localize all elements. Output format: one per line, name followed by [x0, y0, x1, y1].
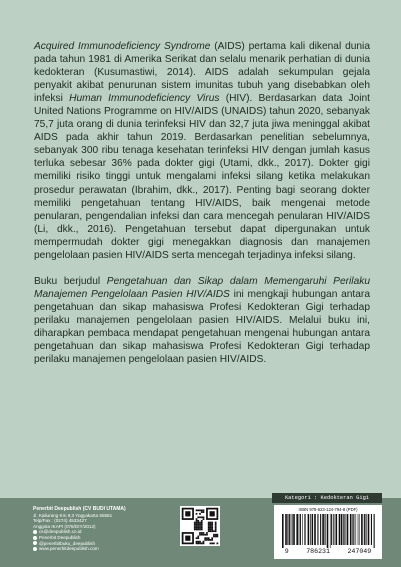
qr-module [210, 530, 212, 532]
barcode-bar [302, 514, 303, 545]
qr-module [208, 525, 210, 527]
barcode-bar [322, 514, 324, 545]
barcode-bar [314, 514, 316, 545]
publisher-membership: Anggota IKAPI (076/DIY/2012) [33, 523, 96, 529]
barcode-bar [371, 514, 372, 545]
barcode-bar [368, 514, 370, 545]
qr-module [208, 537, 210, 539]
qr-module [211, 530, 213, 532]
qr-module [215, 529, 217, 531]
qr-module [208, 523, 210, 525]
qr-module [208, 527, 210, 529]
barcode-bar [364, 514, 365, 545]
qr-module [196, 525, 198, 527]
barcode-bar [347, 514, 349, 545]
qr-module [217, 536, 219, 538]
barcode-bar [282, 514, 284, 548]
barcode-bar [287, 514, 288, 545]
contact-facebook[interactable]: Penerbit Deepublish [33, 535, 173, 541]
qr-module [213, 536, 215, 538]
barcode-bar [374, 514, 375, 548]
qr-module [197, 527, 199, 529]
qr-module [196, 523, 198, 525]
qr-module [194, 529, 196, 531]
contact-instagram[interactable]: @penerbitbuku_deepublish [33, 541, 173, 547]
barcode-bar [331, 514, 332, 545]
qr-module [199, 534, 201, 536]
qr-module [215, 530, 217, 532]
barcode-bar [330, 514, 331, 548]
isbn-label: ISBN 978-623-124-794-8 (PDF) [298, 507, 358, 512]
barcode-bar [296, 514, 298, 545]
qr-module [206, 537, 208, 539]
qr-module [203, 541, 205, 543]
barcode-bar [285, 514, 287, 545]
barcode-bar [300, 514, 301, 545]
globe-icon [33, 547, 37, 551]
qr-module [201, 532, 203, 534]
term-aids: Acquired Immunodeficiency Syndrome [34, 41, 211, 52]
qr-module [199, 523, 201, 525]
barcode-bar [291, 514, 292, 545]
qr-module [199, 529, 201, 531]
qr-module [196, 529, 198, 531]
qr-module [201, 534, 203, 536]
qr-module [206, 539, 208, 541]
barcode-bar [320, 514, 321, 545]
qr-module [197, 525, 199, 527]
qr-module [197, 523, 199, 525]
qr-module [201, 525, 203, 527]
qr-module [213, 530, 215, 532]
qr-module [210, 511, 215, 516]
qr-module [204, 539, 206, 541]
qr-module [199, 543, 201, 545]
blurb-paragraph-1: Acquired Immunodeficiency Syndrome (AIDS) pertama kali dikenal dunia pada tahun 1981 di Amerika Serikat dan selalu menarik perhatian di dunia kedokteran (Kusumastiwi, 2014). AIDS adalah sekumpulan gejala penyakit akibat penurunan sistem imunitas tubuh yang disebabkan oleh infeksi Human Immunodeficiency Virus (HIV). Berdasarkan data Joint United Nations Programme on HIV/AIDS (UNAIDS) tahun 2020, sebanyak 75,7 juta orang di dunia terinfeksi HIV dan 32,7 juta jiwa meninggal akibat AIDS pada akhir tahun 2019. Berdasarkan penelitian sebelumnya, sebanyak 300 ribu tenaga kesehatan terinfeksi HIV dengan jumlah kasus terluka sebesar 36% pada dokter gigi (Utami, dkk., 2017). Dokter gigi memiliki risiko tinggi untuk mengalami infeksi silang ketika melakukan prosedur perawatan (Ibrahim, dkk., 2017). Penting bagi seorang dokter memiliki pengetahuan tentang HIV/AIDS, baik mengenai metode penularan, pengendalian infeksi dan cara mencegah penularan HIV/AIDS (Li, dkk., 2016). Pengetahuan tersebut dapat dipergunakan untuk mempermudah dokter gigi menegakkan diagnosis dan manajemen pengelolaan pasien HIV/AIDS serta mencegah terjadinya infeksi silang. [34, 41, 371, 261]
qr-module [199, 513, 201, 515]
qr-module [197, 543, 199, 545]
qr-module [213, 534, 215, 536]
qr-module [199, 525, 201, 527]
qr-module [208, 522, 210, 524]
qr-module [196, 518, 198, 520]
qr-module [199, 522, 201, 524]
qr-module [194, 527, 196, 529]
barcode-bar [310, 514, 311, 545]
qr-module [210, 523, 212, 525]
barcode-bar [352, 514, 353, 545]
qr-module [199, 532, 201, 534]
qr-module [210, 525, 212, 527]
qr-module [208, 539, 210, 541]
qr-module [215, 534, 217, 536]
qr-module [211, 523, 213, 525]
mail-icon [33, 530, 37, 534]
barcode-bar [366, 514, 367, 545]
qr-module [211, 529, 213, 531]
qr-module [203, 532, 205, 534]
qr-module [196, 541, 198, 543]
category-label: Kategori : Kedokteran Gigi [272, 493, 382, 503]
qr-module [185, 511, 190, 516]
barcode-bar [344, 514, 345, 545]
book-title: Pengetahuan dan Sikap dalam Memengaruhi Perilaku Manajemen Pengelolaan Pasien HIV/AIDS [34, 275, 370, 300]
qr-module [203, 518, 205, 520]
qr-module [201, 522, 203, 524]
qr-module [211, 527, 213, 529]
qr-module [203, 534, 205, 536]
instagram-icon [33, 541, 37, 545]
publisher-info [33, 507, 173, 552]
qr-module [210, 522, 212, 524]
barcode-bar [325, 514, 326, 545]
barcode-bar [336, 514, 338, 545]
qr-module [185, 536, 190, 541]
barcode-bar [343, 514, 344, 545]
qr-module [197, 529, 199, 531]
qr-code [180, 506, 220, 546]
qr-module [197, 541, 199, 543]
qr-module [199, 509, 201, 511]
qr-module [206, 532, 208, 534]
qr-module [201, 520, 203, 522]
qr-module [204, 534, 206, 536]
qr-module [196, 543, 198, 545]
qr-module [201, 523, 203, 525]
barcode-bar [341, 514, 342, 545]
barcode-lead-digit: 9 [284, 548, 289, 555]
barcode-group-2: 247049 [347, 548, 372, 555]
barcode-bar [359, 514, 360, 545]
qr-module [204, 537, 206, 539]
blurb-paragraph-2: Buku berjudul Pengetahuan dan Sikap dalam Memengaruhi Perilaku Manajemen Pengelolaan Pasien HIV/AIDS ini mengkaji hubungan antara pengetahuan dan sikap mahasiswa Profesi Kedokteran Gigi terhadap perilaku manajemen pengelolaan pasien HIV/AIDS. Melalui buku ini, diharapkan pembaca mendapat pengetahuan mengenai hubungan antara pengetahuan dan sikap mahasiswa Profesi Kedokteran Gigi terhadap perilaku manajemen pengelolaan pasien HIV/AIDS. [34, 275, 370, 366]
qr-module [210, 529, 212, 531]
qr-module [203, 516, 205, 518]
barcode-bar [327, 514, 329, 548]
qr-module [201, 516, 203, 518]
publisher-phone: Telp/Fax : (0274) 4533427 [33, 518, 87, 524]
barcode-bar [339, 514, 341, 545]
qr-module [217, 534, 219, 536]
qr-module [201, 543, 203, 545]
qr-module [211, 525, 213, 527]
qr-module [211, 543, 213, 545]
back-cover-blurb [34, 40, 370, 379]
facebook-icon [33, 536, 37, 540]
qr-module [196, 527, 198, 529]
barcode-bar [305, 514, 306, 545]
barcode-bar [333, 514, 334, 545]
contact-website[interactable]: www.penerbitdeepublish.com [33, 546, 173, 552]
qr-module [203, 511, 205, 513]
qr-module [197, 536, 199, 538]
qr-module [199, 527, 201, 529]
barcode-bar [358, 514, 359, 545]
qr-module [210, 527, 212, 529]
barcode-bar [356, 514, 357, 545]
qr-module [196, 509, 198, 511]
barcode-group-1: 786231 [306, 548, 330, 555]
qr-module [208, 530, 210, 532]
qr-module [197, 516, 199, 518]
qr-module [215, 536, 217, 538]
qr-module [196, 522, 198, 524]
qr-module [211, 537, 213, 539]
barcode-bar [350, 514, 352, 545]
barcode-bar [353, 514, 354, 545]
qr-module [197, 537, 199, 539]
qr-module [210, 543, 212, 545]
qr-module [196, 513, 198, 515]
barcode [280, 514, 376, 548]
publisher-address: Jl. Kaliurang Km 9,3 Yogyakarta 55581 [33, 512, 113, 518]
term-hiv: Human Immunodeficiency Virus [69, 93, 220, 105]
qr-module [201, 527, 203, 529]
qr-module [208, 529, 210, 531]
qr-module [199, 516, 201, 518]
qr-module [197, 509, 199, 511]
qr-module [215, 525, 217, 527]
qr-module [203, 543, 205, 545]
qr-module [215, 522, 217, 524]
qr-module [196, 537, 198, 539]
contact-email[interactable]: cs@deepublish.co.id [33, 529, 173, 535]
qr-module [211, 522, 213, 524]
barcode-bar [299, 514, 300, 545]
barcode-bar [312, 514, 313, 545]
qr-module [201, 509, 203, 511]
barcode-bar [317, 514, 318, 545]
barcode-bar [361, 514, 363, 545]
qr-module [194, 522, 196, 524]
qr-module [215, 527, 217, 529]
barcode-bar [292, 514, 293, 545]
qr-module [215, 523, 217, 525]
barcode-bar [308, 514, 310, 545]
qr-module [196, 520, 198, 522]
qr-module [194, 525, 196, 527]
qr-module [217, 543, 219, 545]
barcode-digits [274, 548, 382, 555]
qr-module [203, 509, 205, 511]
qr-module [213, 543, 215, 545]
qr-module [211, 539, 213, 541]
isbn-barcode-box [274, 505, 382, 559]
qr-module [197, 522, 199, 524]
barcode-bar [293, 514, 295, 545]
publisher-name: Penerbit Deepublish (CV BUDI UTAMA) [33, 506, 126, 512]
qr-code-graphic [180, 506, 220, 546]
barcode-bar [346, 514, 347, 545]
qr-module [210, 539, 212, 541]
qr-module [206, 534, 208, 536]
qr-module [197, 520, 199, 522]
qr-module [201, 529, 203, 531]
barcode-bar [289, 514, 290, 545]
qr-module [194, 523, 196, 525]
qr-module [199, 541, 201, 543]
barcode-bar [304, 514, 305, 545]
qr-module [201, 511, 203, 513]
